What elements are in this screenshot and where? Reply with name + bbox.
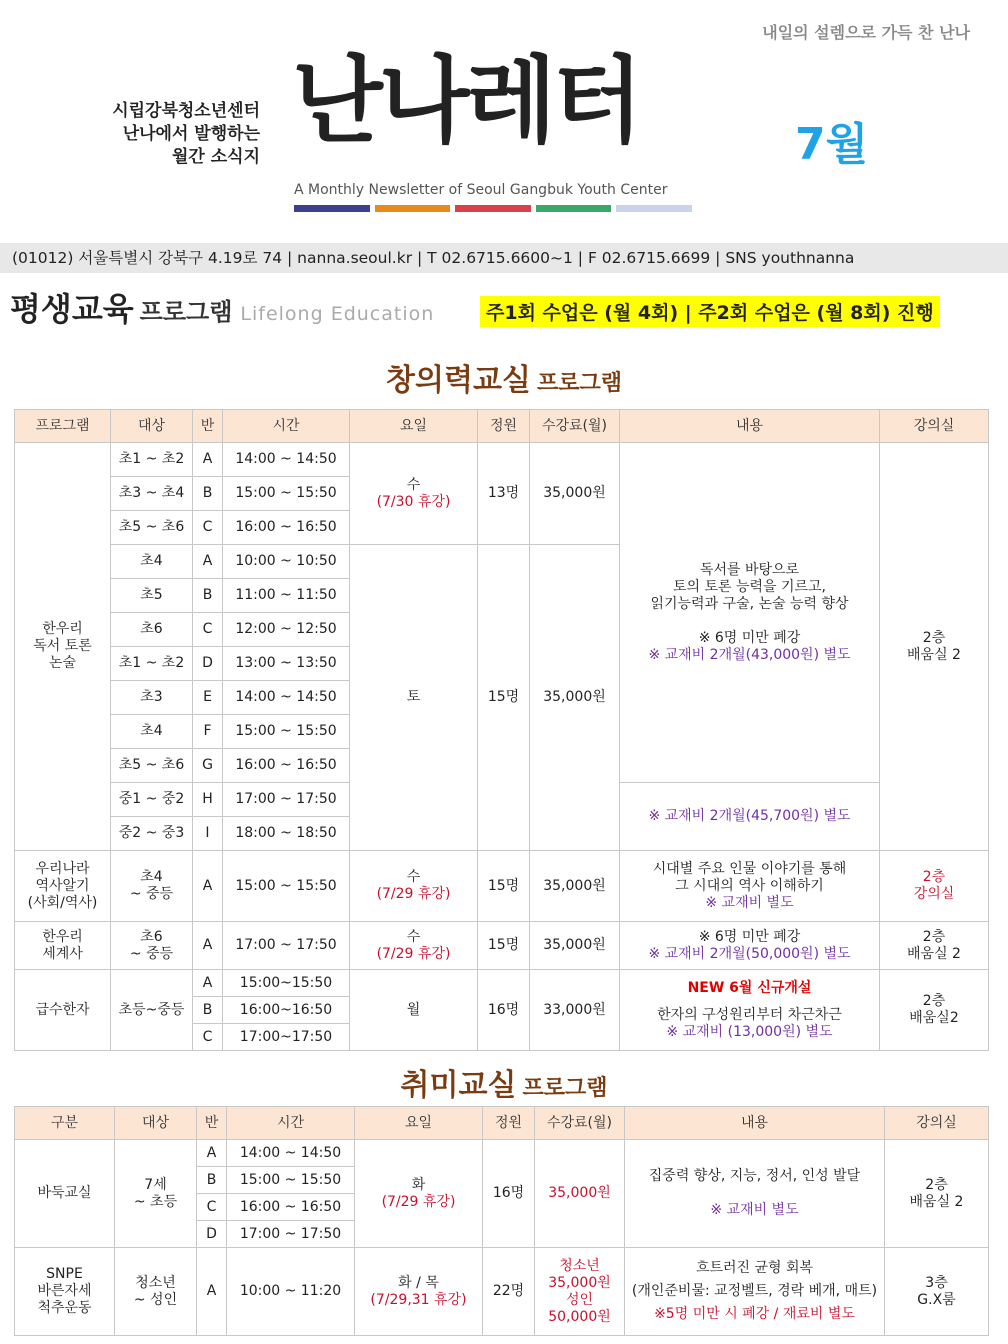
- color-bar: [294, 205, 370, 212]
- day-cell: 토: [350, 545, 478, 851]
- class-cell: B: [193, 579, 223, 613]
- class-cell: D: [197, 1221, 227, 1248]
- masthead-title: 난나레터: [292, 47, 640, 156]
- time-cell: 15:00 ~ 15:50: [223, 477, 350, 511]
- capacity-cell: 15명: [478, 922, 530, 970]
- target-cell: 초1 ~ 초2: [111, 647, 193, 681]
- header-cell: 반: [197, 1107, 227, 1140]
- header-cell: 정원: [483, 1107, 535, 1140]
- class-cell: C: [193, 613, 223, 647]
- room-cell: 2층 강의실: [880, 851, 989, 922]
- class-cell: B: [193, 477, 223, 511]
- class-cell: A: [197, 1140, 227, 1167]
- header-cell: 시간: [223, 410, 350, 443]
- section-title: [10, 284, 434, 330]
- fee-cell: 35,000원: [535, 1140, 625, 1248]
- header-cell: 프로그램: [15, 410, 111, 443]
- room-cell: 2층 배움실2: [880, 970, 989, 1051]
- header-cell: 내용: [625, 1107, 885, 1140]
- target-cell: 7세 ~ 초등: [115, 1140, 197, 1248]
- target-cell: 초1 ~ 초2: [111, 443, 193, 477]
- header-cell: 수강료(월): [535, 1107, 625, 1140]
- fee-cell: 33,000원: [530, 970, 620, 1051]
- time-cell: 16:00 ~ 16:50: [223, 749, 350, 783]
- content-cell: 독서를 바탕으로 토의 토론 능력을 기르고, 읽기능력과 구술, 논술 능력 향상 ※ 6명 미만 폐강 ※ 교재비 2개월(43,000원) 별도: [620, 443, 880, 783]
- target-cell: 초4: [111, 545, 193, 579]
- content-fee-cell: ※ 교재비 2개월(45,700원) 별도: [620, 783, 880, 851]
- time-cell: 15:00 ~ 15:50: [223, 715, 350, 749]
- class-cell: A: [197, 1248, 227, 1336]
- issue-month: 7월: [795, 119, 869, 170]
- day-cell: 수 (7/30 휴강): [350, 443, 478, 545]
- target-cell: 초6 ~ 중등: [111, 922, 193, 970]
- room-cell: 3층 G.X룸: [885, 1248, 989, 1336]
- table-row: [15, 1248, 989, 1336]
- fee-cell: 35,000원: [530, 922, 620, 970]
- time-cell: 14:00 ~ 14:50: [223, 443, 350, 477]
- masthead-subtitle: A Monthly Newsletter of Seoul Gangbuk Youth Center: [294, 182, 668, 198]
- header-cell: 대상: [115, 1107, 197, 1140]
- creative-title-sub: 프로그램: [536, 371, 622, 396]
- color-bar: [455, 205, 531, 212]
- section-title-main: 평생교육: [10, 290, 134, 328]
- schedule-notice: 주1회 수업은 (월 4회) | 주2회 수업은 (월 8회) 진행: [480, 296, 940, 327]
- header-cell: 구분: [15, 1107, 115, 1140]
- time-cell: 16:00 ~ 16:50: [223, 511, 350, 545]
- class-cell: C: [197, 1194, 227, 1221]
- header-cell: 수강료(월): [530, 410, 620, 443]
- program-name: 바둑교실: [15, 1140, 115, 1248]
- table-header-row: [15, 410, 989, 443]
- class-cell: C: [193, 511, 223, 545]
- time-cell: 16:00 ~ 16:50: [227, 1194, 355, 1221]
- day-cell: 화 / 목 (7/29,31 휴강): [355, 1248, 483, 1336]
- program-name: 급수한자: [15, 970, 111, 1051]
- creative-title: 창의력교실: [386, 363, 531, 398]
- room-cell: 2층 배움실 2: [880, 922, 989, 970]
- header-cell: 반: [193, 410, 223, 443]
- header-cell: 요일: [355, 1107, 483, 1140]
- class-cell: A: [193, 443, 223, 477]
- target-cell: 초3: [111, 681, 193, 715]
- program-name: 한우리 세계사: [15, 922, 111, 970]
- program-name: SNPE 바른자세 척추운동: [15, 1248, 115, 1336]
- fee-cell: 청소년 35,000원 성인 50,000원: [535, 1248, 625, 1336]
- class-cell: A: [193, 545, 223, 579]
- program-name: 한우리 독서 토론 논술: [15, 443, 111, 851]
- header-cell: 정원: [478, 410, 530, 443]
- class-cell: A: [193, 851, 223, 922]
- table-row: [15, 922, 989, 970]
- color-bar: [536, 205, 612, 212]
- capacity-cell: 22명: [483, 1248, 535, 1336]
- class-cell: B: [197, 1167, 227, 1194]
- content-cell: NEW 6월 신규개설 한자의 구성원리부터 차근차근 ※ 교재비 (13,000원) 별도: [620, 970, 880, 1051]
- contact-info-bar: (01012) 서울특별시 강북구 4.19로 74 | nanna.seoul.kr | T 02.6715.6600~1 | F 02.6715.6699 | SNS youthnanna: [0, 243, 1008, 273]
- time-cell: 17:00~17:50: [223, 1024, 350, 1051]
- new-badge: NEW 6월 신규개설: [687, 979, 812, 996]
- target-cell: 초5 ~ 초6: [111, 511, 193, 545]
- time-cell: 10:00 ~ 11:20: [227, 1248, 355, 1336]
- color-bar: [616, 205, 692, 212]
- header-cell: 시간: [227, 1107, 355, 1140]
- target-cell: 청소년 ~ 성인: [115, 1248, 197, 1336]
- content-cell: 집중력 향상, 지능, 정서, 인성 발달 ※ 교재비 별도: [625, 1140, 885, 1248]
- creative-table: [14, 409, 989, 1051]
- newsletter-description: [60, 100, 260, 169]
- class-cell: I: [193, 817, 223, 851]
- target-cell: 중2 ~ 중3: [111, 817, 193, 851]
- section-title-eng: Lifelong Education: [240, 303, 435, 325]
- time-cell: 14:00 ~ 14:50: [223, 681, 350, 715]
- day-cell: 화 (7/29 휴강): [355, 1140, 483, 1248]
- hobby-heading: [0, 1060, 1008, 1104]
- target-cell: 초5 ~ 초6: [111, 749, 193, 783]
- capacity-cell: 15명: [478, 851, 530, 922]
- header-cell: 요일: [350, 410, 478, 443]
- desc-line: 난나에서 발행하는: [122, 124, 260, 144]
- day-cell: 수 (7/29 휴강): [350, 922, 478, 970]
- time-cell: 15:00 ~ 15:50: [227, 1167, 355, 1194]
- class-cell: C: [193, 1024, 223, 1051]
- target-cell: 초3 ~ 초4: [111, 477, 193, 511]
- time-cell: 17:00 ~ 17:50: [223, 922, 350, 970]
- capacity-cell: 13명: [478, 443, 530, 545]
- class-cell: A: [193, 922, 223, 970]
- day-cell: 월: [350, 970, 478, 1051]
- time-cell: 17:00 ~ 17:50: [227, 1221, 355, 1248]
- content-cell: 시대별 주요 인물 이야기를 통해 그 시대의 역사 이해하기 ※ 교재비 별도: [620, 851, 880, 922]
- target-cell: 초4: [111, 715, 193, 749]
- table-row: [15, 970, 989, 997]
- color-bars: [294, 205, 692, 212]
- time-cell: 11:00 ~ 11:50: [223, 579, 350, 613]
- time-cell: 18:00 ~ 18:50: [223, 817, 350, 851]
- section-title-sub: 프로그램: [139, 298, 233, 326]
- header-cell: 대상: [111, 410, 193, 443]
- color-bar: [375, 205, 451, 212]
- class-cell: D: [193, 647, 223, 681]
- table-header-row: [15, 1107, 989, 1140]
- header-cell: 강의실: [880, 410, 989, 443]
- time-cell: 16:00~16:50: [223, 997, 350, 1024]
- desc-line: 월간 소식지: [171, 147, 260, 167]
- table-row: [15, 1140, 989, 1167]
- class-cell: B: [193, 997, 223, 1024]
- class-cell: G: [193, 749, 223, 783]
- time-cell: 15:00 ~ 15:50: [223, 851, 350, 922]
- class-cell: E: [193, 681, 223, 715]
- target-cell: 초5: [111, 579, 193, 613]
- day-cell: 수 (7/29 휴강): [350, 851, 478, 922]
- target-cell: 초4 ~ 중등: [111, 851, 193, 922]
- class-cell: F: [193, 715, 223, 749]
- hobby-table: [14, 1106, 989, 1336]
- hobby-title: 취미교실: [400, 1068, 517, 1103]
- creative-heading: [0, 355, 1008, 399]
- target-cell: 초6: [111, 613, 193, 647]
- target-cell: 중1 ~ 중2: [111, 783, 193, 817]
- class-cell: H: [193, 783, 223, 817]
- table-row: [15, 851, 989, 922]
- hobby-title-sub: 프로그램: [522, 1076, 608, 1101]
- time-cell: 14:00 ~ 14:50: [227, 1140, 355, 1167]
- capacity-cell: 16명: [478, 970, 530, 1051]
- class-cell: A: [193, 970, 223, 997]
- time-cell: 10:00 ~ 10:50: [223, 545, 350, 579]
- desc-line: 시립강북청소년센터: [112, 101, 260, 121]
- room-cell: 2층 배움실 2: [880, 443, 989, 851]
- time-cell: 12:00 ~ 12:50: [223, 613, 350, 647]
- time-cell: 17:00 ~ 17:50: [223, 783, 350, 817]
- slogan: 내일의 설렘으로 가득 찬 난나: [762, 23, 970, 42]
- program-name: 우리나라 역사알기 (사회/역사): [15, 851, 111, 922]
- content-cell: ※ 6명 미만 폐강 ※ 교재비 2개월(50,000원) 별도: [620, 922, 880, 970]
- table-row: [15, 443, 989, 477]
- capacity-cell: 15명: [478, 545, 530, 851]
- target-cell: 초등~중등: [111, 970, 193, 1051]
- time-cell: 15:00~15:50: [223, 970, 350, 997]
- fee-cell: 35,000원: [530, 443, 620, 545]
- room-cell: 2층 배움실 2: [885, 1140, 989, 1248]
- time-cell: 13:00 ~ 13:50: [223, 647, 350, 681]
- header-cell: 내용: [620, 410, 880, 443]
- fee-cell: 35,000원: [530, 545, 620, 851]
- capacity-cell: 16명: [483, 1140, 535, 1248]
- content-cell: 흐트러진 균형 회복 (개인준비물: 교정벨트, 경락 베개, 매트) ※5명 미만 시 폐강 / 재료비 별도: [625, 1248, 885, 1336]
- fee-cell: 35,000원: [530, 851, 620, 922]
- header-cell: 강의실: [885, 1107, 989, 1140]
